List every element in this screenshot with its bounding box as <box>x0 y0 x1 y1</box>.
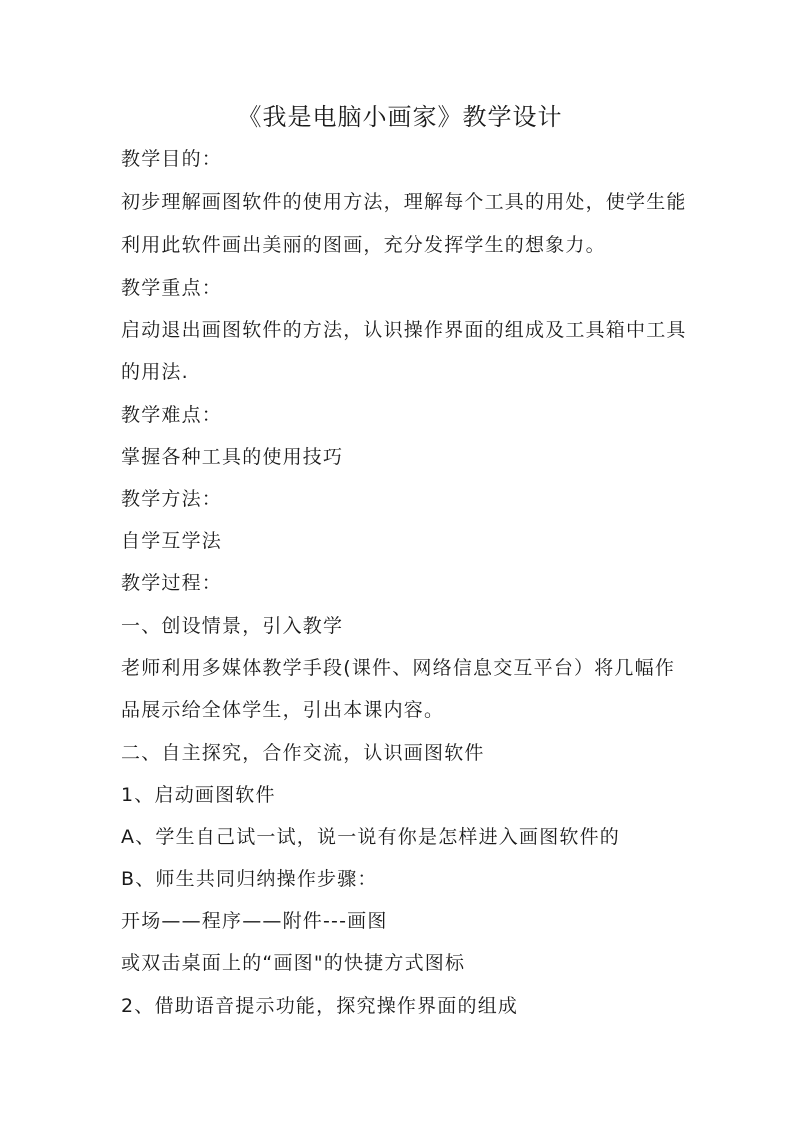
section-heading: 一、创设情景，引入教学 <box>121 615 344 637</box>
paragraph-line: 品展示给全体学生，引出本课内容。 <box>121 699 445 721</box>
heading-difficulty: 教学难点： <box>121 404 223 426</box>
list-item: B、师生共同归纳操作步骤： <box>121 868 378 890</box>
list-item: A、学生自己试一试，说一说有你是怎样进入画图软件的 <box>121 826 620 848</box>
paragraph-line: 初步理解画图软件的使用方法，理解每个工具的用处，使学生能 <box>121 191 687 213</box>
paragraph-line: 开场——程序——附件---画图 <box>121 910 388 932</box>
paragraph-line: 或双击桌面上的“画图"的快捷方式图标 <box>121 952 466 974</box>
subsection-heading: 2、借助语音提示功能，探究操作界面的组成 <box>121 995 519 1017</box>
paragraph-line: 自学互学法 <box>121 530 223 552</box>
heading-key-points: 教学重点： <box>121 277 223 299</box>
paragraph-line: 掌握各种工具的使用技巧 <box>121 446 344 468</box>
paragraph-line: 的用法. <box>121 361 189 383</box>
document-title: 《我是电脑小画家》教学设计 <box>237 103 563 131</box>
paragraph-line: 启动退出画图软件的方法，认识操作界面的组成及工具箱中工具 <box>121 319 687 341</box>
heading-process: 教学过程： <box>121 572 223 594</box>
paragraph-line: 利用此软件画出美丽的图画，充分发挥学生的想象力。 <box>121 234 606 256</box>
subsection-heading: 1、启动画图软件 <box>121 784 276 806</box>
paragraph-line: 老师利用多媒体教学手段(课件、网络信息交互平台）将几幅作 <box>121 657 676 679</box>
section-heading: 二、自主探究，合作交流，认识画图软件 <box>121 742 485 764</box>
heading-method: 教学方法： <box>121 488 223 510</box>
heading-objective: 教学目的： <box>121 148 223 170</box>
